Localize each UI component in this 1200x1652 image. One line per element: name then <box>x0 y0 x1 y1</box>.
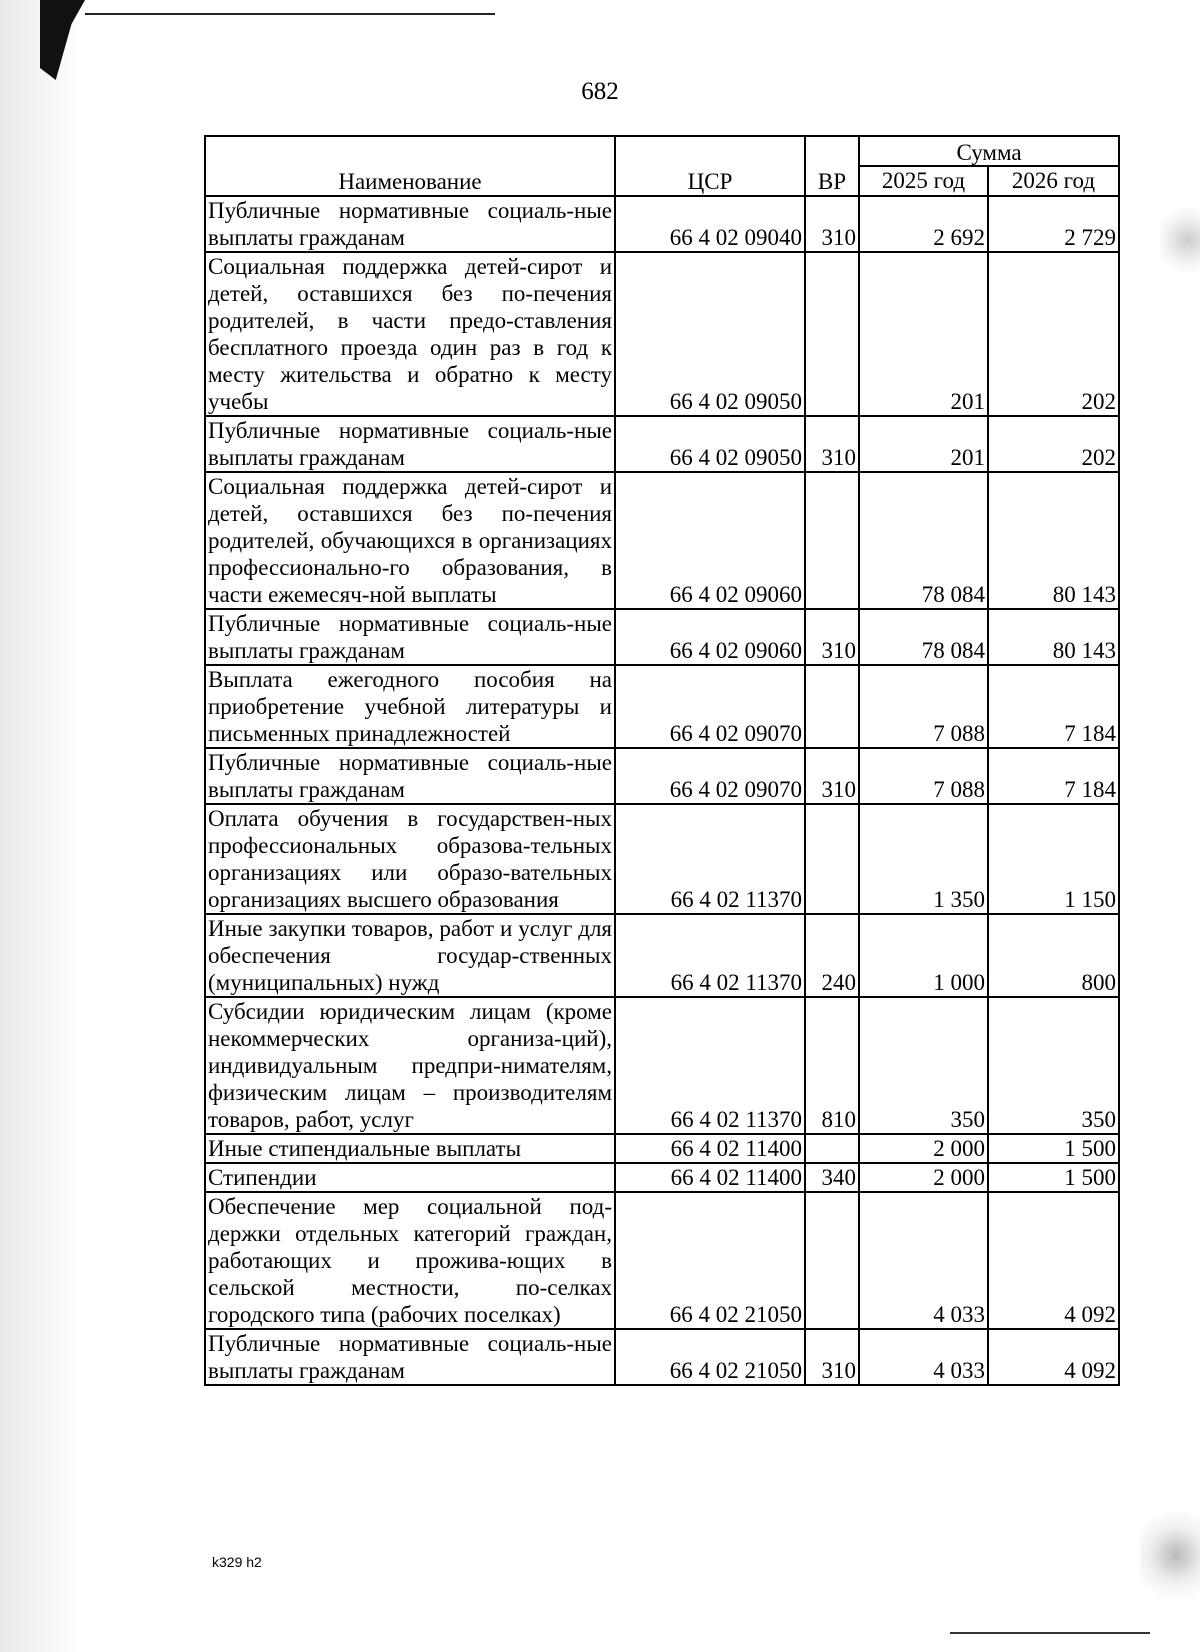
row-name: Публичные нормативные социаль-ные выплаты гражданам <box>205 196 615 252</box>
row-sum-2025: 7 088 <box>859 665 988 748</box>
row-csr: 66 4 02 11370 <box>615 997 805 1134</box>
row-csr: 66 4 02 11370 <box>615 914 805 997</box>
row-name: Иные закупки товаров, работ и услуг для обеспечения государ-ственных (муниципальных) нужд <box>205 914 615 997</box>
row-sum-2026: 202 <box>988 416 1119 472</box>
row-csr: 66 4 02 09070 <box>615 748 805 804</box>
row-sum-2025: 1 000 <box>859 914 988 997</box>
table-row <box>205 196 1119 252</box>
row-sum-2025: 1 350 <box>859 804 988 914</box>
row-vr: 310 <box>805 748 859 804</box>
row-sum-2026: 350 <box>988 997 1119 1134</box>
row-vr: 310 <box>805 609 859 665</box>
row-sum-2026: 4 092 <box>988 1192 1119 1329</box>
row-sum-2026: 80 143 <box>988 609 1119 665</box>
table-body <box>205 196 1119 1385</box>
row-sum-2025: 7 088 <box>859 748 988 804</box>
row-vr: 240 <box>805 914 859 997</box>
row-vr: 340 <box>805 1163 859 1192</box>
row-sum-2026: 1 500 <box>988 1134 1119 1163</box>
row-vr <box>805 252 859 416</box>
row-sum-2025: 201 <box>859 252 988 416</box>
table-row <box>205 472 1119 609</box>
row-csr: 66 4 02 11400 <box>615 1163 805 1192</box>
table-row <box>205 665 1119 748</box>
row-vr <box>805 1134 859 1163</box>
row-sum-2026: 4 092 <box>988 1329 1119 1385</box>
row-sum-2025: 4 033 <box>859 1329 988 1385</box>
table-row <box>205 1134 1119 1163</box>
header-vr: ВР <box>805 136 859 196</box>
row-sum-2025: 2 000 <box>859 1134 988 1163</box>
row-vr: 810 <box>805 997 859 1134</box>
table-row <box>205 1192 1119 1329</box>
row-sum-2025: 2 692 <box>859 196 988 252</box>
page-number: 682 <box>581 78 619 105</box>
table-row <box>205 914 1119 997</box>
row-sum-2026: 7 184 <box>988 665 1119 748</box>
row-csr: 66 4 02 11400 <box>615 1134 805 1163</box>
budget-table <box>204 135 1120 1386</box>
row-sum-2026: 202 <box>988 252 1119 416</box>
row-sum-2025: 350 <box>859 997 988 1134</box>
row-sum-2026: 800 <box>988 914 1119 997</box>
scan-artifact-speck <box>1140 1500 1200 1610</box>
header-year-2025: 2025 год <box>859 166 988 196</box>
row-vr <box>805 665 859 748</box>
scan-artifact-top-line <box>85 13 495 15</box>
header-year-2026: 2026 год <box>988 166 1119 196</box>
table-row <box>205 252 1119 416</box>
row-name: Публичные нормативные социаль-ные выплаты гражданам <box>205 416 615 472</box>
row-vr: 310 <box>805 416 859 472</box>
row-csr: 66 4 02 09060 <box>615 472 805 609</box>
row-vr: 310 <box>805 196 859 252</box>
row-csr: 66 4 02 09050 <box>615 252 805 416</box>
table-row <box>205 1163 1119 1192</box>
row-csr: 66 4 02 21050 <box>615 1192 805 1329</box>
row-sum-2025: 4 033 <box>859 1192 988 1329</box>
row-sum-2026: 2 729 <box>988 196 1119 252</box>
table-row <box>205 1329 1119 1385</box>
row-name: Публичные нормативные социаль-ные выплаты гражданам <box>205 748 615 804</box>
row-name: Выплата ежегодного пособия на приобретение учебной литературы и письменных принадлежностей <box>205 665 615 748</box>
row-name: Оплата обучения в государствен-ных профессиональных образова-тельных организациях или образо-вательных организациях высшего образования <box>205 804 615 914</box>
row-sum-2026: 1 500 <box>988 1163 1119 1192</box>
row-vr <box>805 804 859 914</box>
table-row <box>205 997 1119 1134</box>
scan-artifact-speck <box>1160 200 1200 280</box>
scan-shadow-left <box>0 0 78 1652</box>
row-name: Иные стипендиальные выплаты <box>205 1134 615 1163</box>
header-csr: ЦСР <box>615 136 805 196</box>
header-sum: Сумма <box>859 136 1119 166</box>
row-sum-2026: 80 143 <box>988 472 1119 609</box>
row-name: Стипендии <box>205 1163 615 1192</box>
table-row <box>205 748 1119 804</box>
table-row <box>205 609 1119 665</box>
row-name: Социальная поддержка детей-сирот и детей, оставшихся без по-печения родителей, в части предо-ставления бесплатного проезда один раз в год к месту жительства и обратно к месту учебы <box>205 252 615 416</box>
table-row <box>205 416 1119 472</box>
row-csr: 66 4 02 09040 <box>615 196 805 252</box>
row-csr: 66 4 02 09060 <box>615 609 805 665</box>
row-sum-2026: 7 184 <box>988 748 1119 804</box>
row-sum-2025: 78 084 <box>859 472 988 609</box>
footer-code: k329 h2 <box>212 1554 262 1570</box>
row-csr: 66 4 02 11370 <box>615 804 805 914</box>
row-name: Публичные нормативные социаль-ные выплаты гражданам <box>205 609 615 665</box>
table-row <box>205 804 1119 914</box>
row-name: Социальная поддержка детей-сирот и детей, оставшихся без по-печения родителей, обучающихся в организациях профессионально-го образования, в части ежемесяч-ной выплаты <box>205 472 615 609</box>
row-vr: 310 <box>805 1329 859 1385</box>
row-vr <box>805 1192 859 1329</box>
row-name: Субсидии юридическим лицам (кроме некоммерческих организа-ций), индивидуальным предпри-нимателям, физическим лицам – производителям товаров, работ, услуг <box>205 997 615 1134</box>
row-sum-2025: 2 000 <box>859 1163 988 1192</box>
row-vr <box>805 472 859 609</box>
row-sum-2026: 1 150 <box>988 804 1119 914</box>
row-name: Публичные нормативные социаль-ные выплаты гражданам <box>205 1329 615 1385</box>
scan-artifact-bottom-line <box>950 1632 1150 1634</box>
row-sum-2025: 78 084 <box>859 609 988 665</box>
row-sum-2025: 201 <box>859 416 988 472</box>
row-name: Обеспечение мер социальной под-держки отдельных категорий граждан, работающих и прожива-ющих в сельской местности, по-селках городского типа (рабочих поселках) <box>205 1192 615 1329</box>
row-csr: 66 4 02 09070 <box>615 665 805 748</box>
header-name: Наименование <box>205 136 615 196</box>
row-csr: 66 4 02 21050 <box>615 1329 805 1385</box>
row-csr: 66 4 02 09050 <box>615 416 805 472</box>
